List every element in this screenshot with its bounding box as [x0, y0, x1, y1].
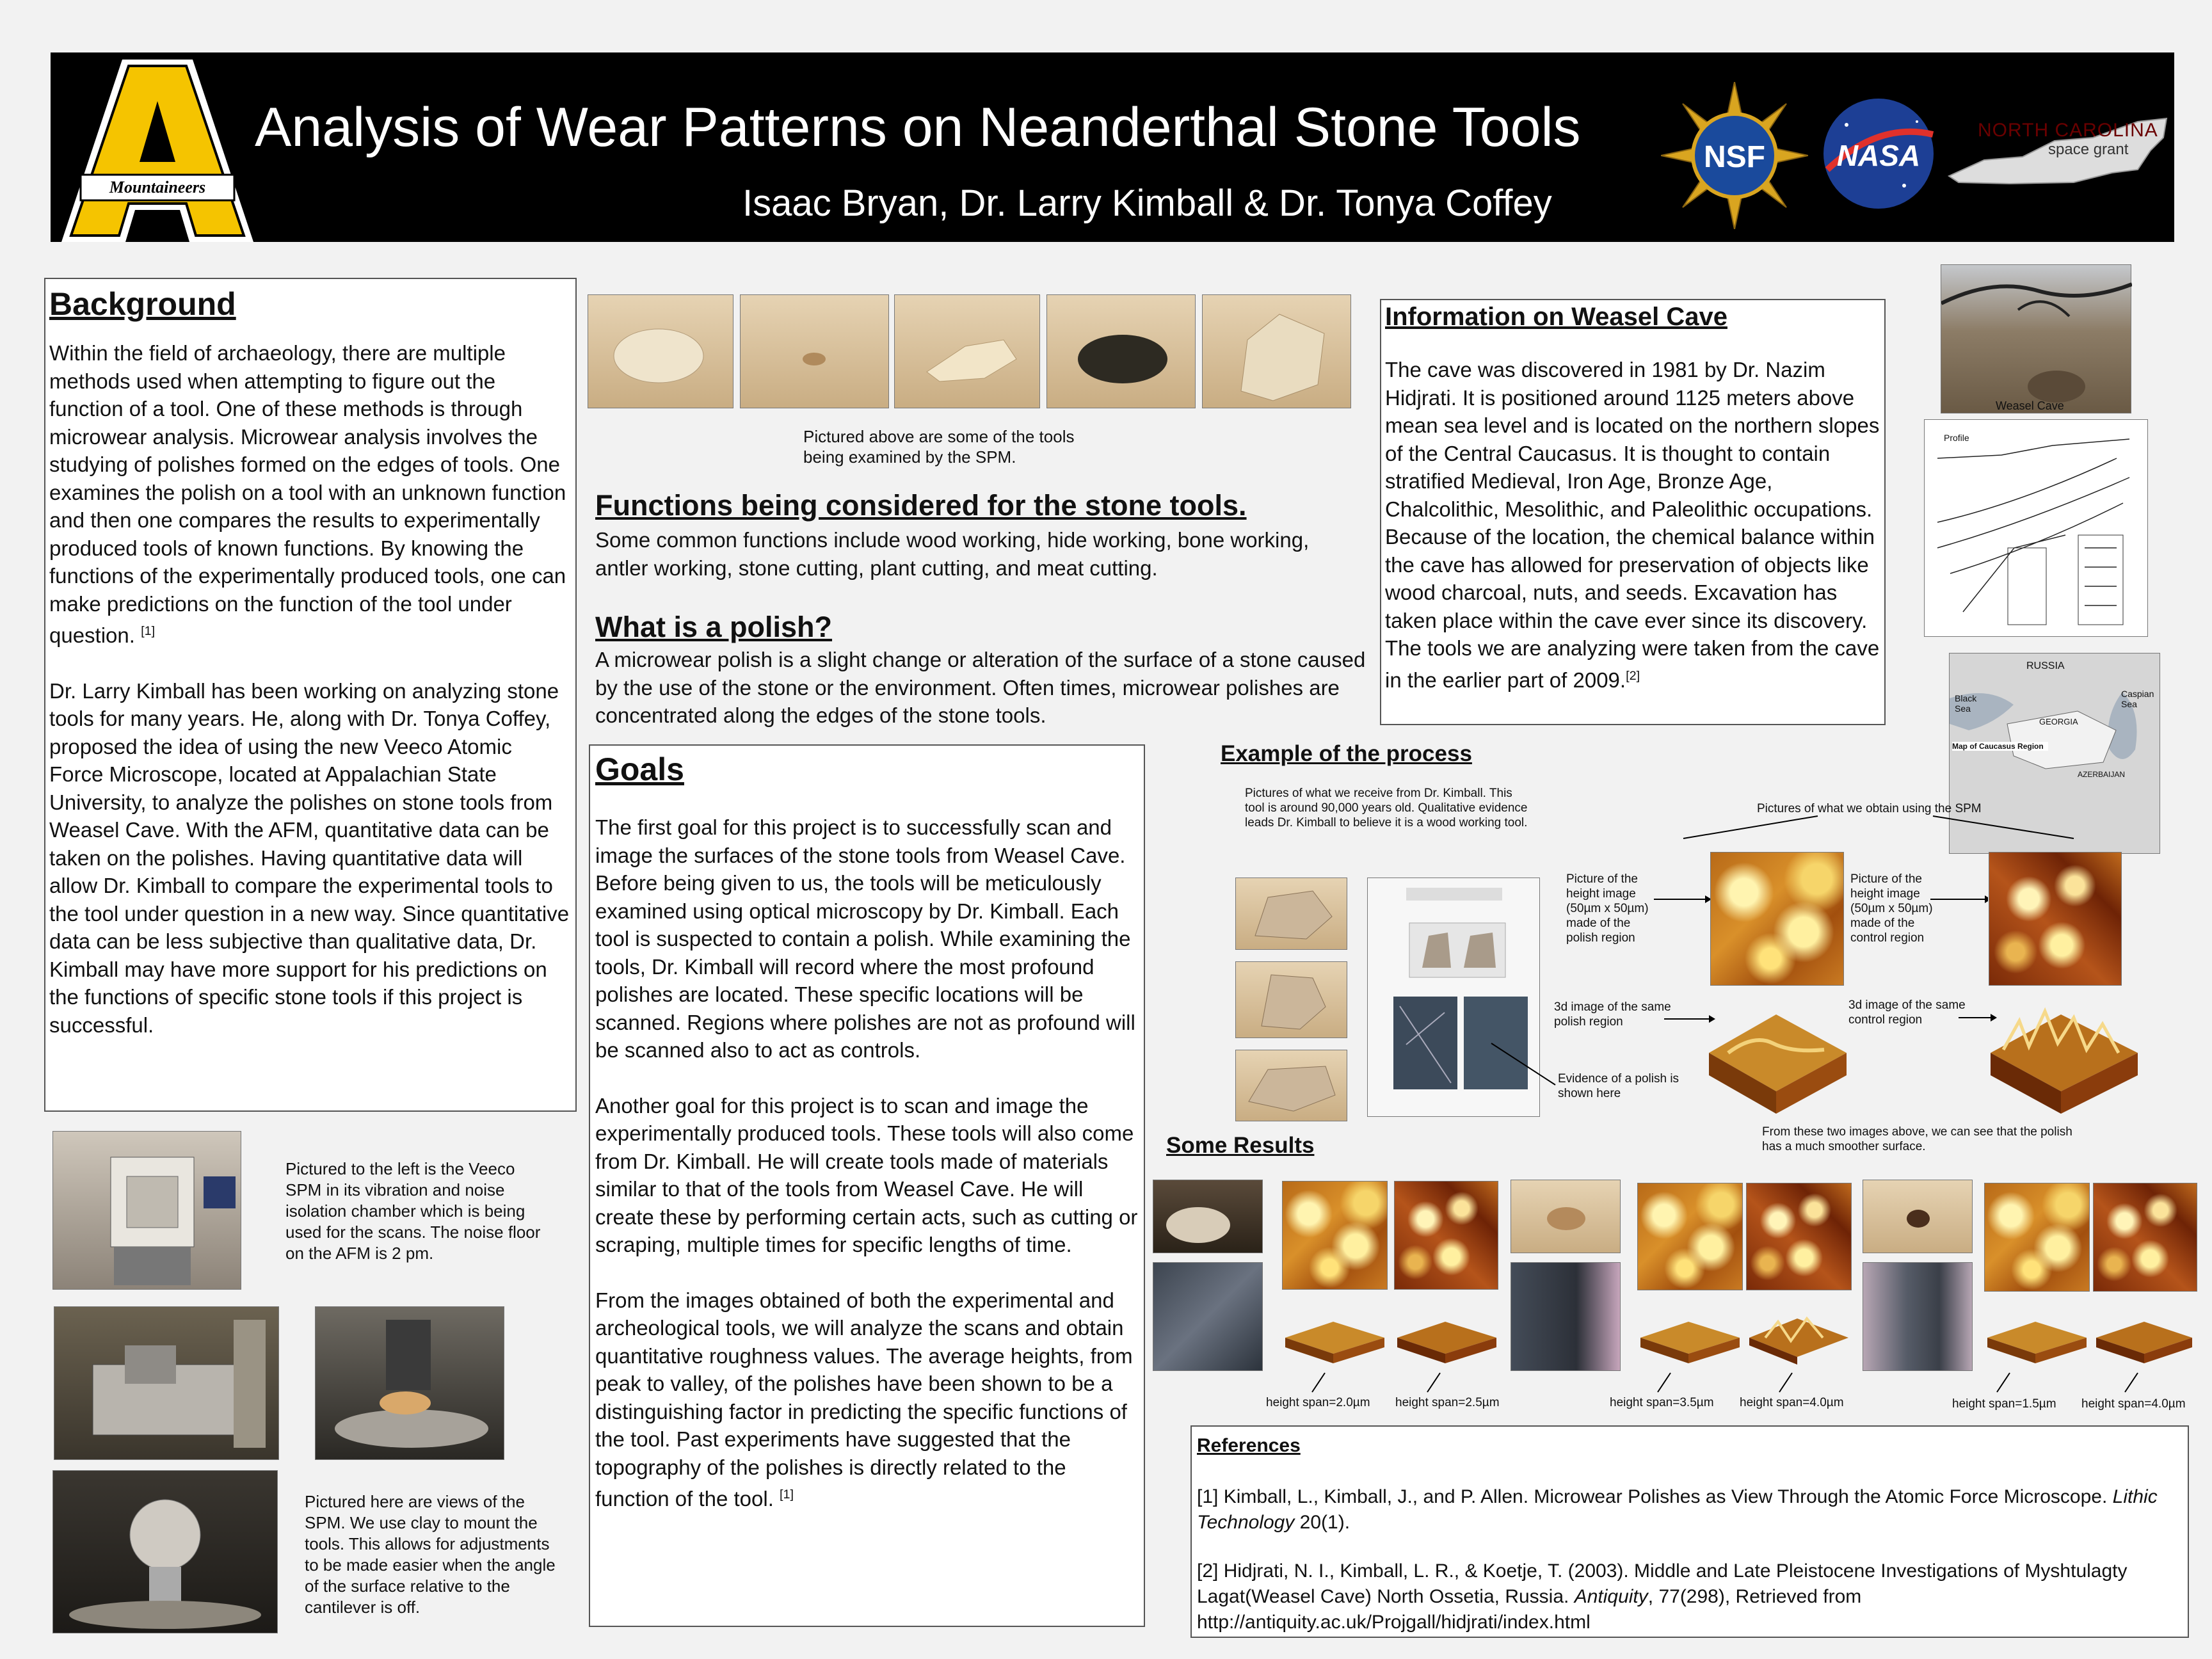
process-heading: Example of the process	[1221, 741, 1472, 766]
process-tool-photo-2	[1235, 961, 1347, 1038]
result1-height-b	[1394, 1181, 1498, 1290]
nc-logo-line1: NORTH CAROLINA	[1978, 120, 2158, 141]
control-3d-image	[1984, 989, 2141, 1123]
tool-photo-4	[1046, 294, 1196, 408]
functions-text: Some common functions include wood working, hide working, bone working, antler working, stone cutting, plant cutting, and meat cutting.	[595, 528, 1310, 580]
result2-3d-a	[1637, 1306, 1743, 1370]
result3-3d-a	[1984, 1306, 2090, 1370]
result3-height-a	[1984, 1183, 2090, 1292]
veeco-spm-photo	[52, 1131, 241, 1290]
tools-caption: Pictured above are some of the tools being examined by the SPM.	[803, 427, 1075, 467]
goals-heading: Goals	[595, 751, 684, 787]
result1-span-a: height span=2.0µm	[1266, 1396, 1370, 1409]
weasel-ref: [2]	[1626, 668, 1640, 683]
result2-tool-photo	[1511, 1180, 1621, 1253]
nsf-logo	[1661, 82, 1808, 229]
process-control-height-caption: Picture of the height image (50µm x 50µm) made of the control region	[1850, 872, 1933, 945]
result2-3d-b	[1746, 1306, 1852, 1370]
background-heading: Background	[49, 286, 236, 322]
process-conclusion: From these two images above, we can see that the polish has a much smoother surface.	[1762, 1125, 2072, 1153]
result1-micrograph	[1153, 1262, 1263, 1371]
reference-1	[1197, 1484, 2183, 1535]
poster-title: Analysis of Wear Patterns on Neanderthal Stone Tools	[255, 97, 1581, 158]
nasa-logo-text: NASA	[1836, 139, 1921, 172]
background-section	[44, 278, 577, 1112]
mountaineers-logo	[61, 56, 253, 245]
process-receive-caption: Pictures of what we receive from Dr. Kimball. This tool is around 90,000 years old. Qualitative evidence leads Dr. Kimball to believe it is a wood working tool.	[1245, 787, 1528, 830]
result2-height-b	[1746, 1183, 1852, 1290]
weasel-heading: Information on Weasel Cave	[1385, 303, 1727, 331]
cave-profile-diagram	[1924, 419, 2148, 637]
result2-span-a: height span=3.5µm	[1610, 1396, 1714, 1409]
functions-heading: Functions being considered for the stone tools.	[595, 489, 1247, 522]
polish-heading: What is a polish?	[595, 611, 833, 643]
spm-head-photo	[52, 1470, 278, 1633]
references-section	[1190, 1425, 2189, 1638]
weasel-text-body: The cave was discovered in 1981 by Dr. Nazim Hidjrati. It is positioned around 1125 meters above mean sea level and is located on the northern slopes of the Central Caucasus. It is thought to contain stratified Medieval, Iron Age, Bronze Age, Chalcolithic, Mesolithic, and Paleolithic occupations. Because of the location, the chemical balance within the cave has allowed for preservation of objects like wood charcoal, nuts, and seeds. Excavation has taken place within the cave ever since its discovery. The tools we are analyzing were taken from the cave in the earlier part of 2009.	[1385, 358, 1880, 692]
reference-1-volume: 20(1).	[1294, 1512, 1350, 1533]
goals-para1: The first goal for this project is to successfully scan and image the surfaces of the stone tools from Weasel Cave. Before being given to us, the tools will be meticulously examined using optical microscopy by Dr. Kimball. Each tool is suspected to contain a polish. While examining the tools, Dr. Kimball will record where the most profound polishes are located. These specific locations will be scanned. Regions where polishes are not as profound will be scanned also to act as controls.	[595, 815, 1135, 1062]
reference-2	[1197, 1559, 2183, 1635]
result2-arrows	[1639, 1370, 1818, 1395]
reference-2-journal: Antiquity	[1574, 1586, 1648, 1607]
result1-span-b: height span=2.5µm	[1395, 1396, 1500, 1409]
spm-closeup-photo	[315, 1306, 504, 1460]
result3-tool-photo	[1863, 1180, 1973, 1253]
process-tool-photo-3	[1235, 1050, 1347, 1121]
tool-photo-3	[894, 294, 1040, 408]
process-evidence-caption: Evidence of a polish is shown here	[1558, 1072, 1679, 1100]
poster-authors: Isaac Bryan, Dr. Larry Kimball & Dr. Tonya Coffey	[742, 182, 1552, 224]
background-para2: Dr. Larry Kimball has been working on analyzing stone tools for many years. He, along with Dr. Tonya Coffey, proposed the idea of using the new Veeco Atomic Force Microscope, located at Appalachian State University, to analyze the polishes on stone tools from Weasel Cave. With the AFM, quantitative data can be taken on the polishes. Having quantitative data will allow Dr. Kimball to compare the experimental tools to the tool under question in a new way. Since quantitative data can be less subjective than qualitative data, Dr. Kimball may have more support for his predictions on the functions of specific stone tools if this project is successful.	[49, 678, 570, 1037]
polish-3d-image	[1703, 989, 1850, 1123]
background-para1-text: Within the field of archaeology, there are multiple methods used when attempting to figure out the function of a tool. One of these methods is through microwear analysis. Microwear analysis involves the studying of polishes formed on the edges of tools. One examines the polish on a tool with an unknown function and then one compares the results to experimentally produced tools of known functions. By knowing the functions of the experimentally produced tools, one can make predictions on the function of the tool under question.	[49, 341, 566, 647]
map-label-black-sea: Black Sea	[1955, 693, 1977, 714]
result2-span-b: height span=4.0µm	[1740, 1396, 1844, 1409]
process-control-3d-caption: 3d image of the same control region	[1848, 998, 1966, 1027]
result3-span-b: height span=4.0µm	[2081, 1397, 2186, 1411]
result3-span-a: height span=1.5µm	[1952, 1397, 2056, 1411]
map-label-caspian-sea: Caspian Sea	[2121, 689, 2154, 709]
weasel-cave-photo	[1941, 264, 2131, 413]
spm-views-caption: Pictured here are views of the SPM. We use clay to mount the tools. This allows for adjustments to be made easier when the angle of the surface relative to the cantilever is off.	[305, 1492, 556, 1617]
goals-para2: Another goal for this project is to scan and image the experimentally produced tools. These tools will also come from Dr. Kimball. He will create tools made of materials similar to that of the tools from Weasel Cave. He will create these by performing certain acts, such as cutting or scraping, multiple times for specific lengths of time.	[595, 1093, 1138, 1256]
result1-height-a	[1282, 1181, 1388, 1290]
result1-tool-photo	[1153, 1180, 1263, 1253]
nc-space-grant-logo	[1946, 112, 2170, 186]
result1-3d-b	[1394, 1306, 1500, 1370]
nc-logo-line2: space grant	[2048, 141, 2129, 158]
evidence-arrow	[1485, 1040, 1562, 1091]
weasel-cave-photo-label: Weasel Cave	[1996, 399, 2064, 412]
map-label-georgia: GEORGIA	[2039, 717, 2078, 726]
goals-ref1: [1]	[780, 1487, 794, 1502]
map-label-russia: RUSSIA	[2026, 661, 2065, 671]
goals-para3-text: From the images obtained of both the experimental and archeological tools, we will analyze the scans and obtain quantitative roughness values. The average heights, from peak to valley, of the polishes have been shown to be a distinguishing factor in predicting the specific functions of the tool. Past experiments have suggested that the topography of the polishes is directly related to the function of the tool.	[595, 1288, 1133, 1511]
spm-chamber-photo	[54, 1306, 279, 1460]
tool-photo-2	[740, 294, 889, 408]
result1-arrows	[1293, 1370, 1472, 1395]
result3-arrows	[1978, 1370, 2170, 1395]
map-title: Map of Caucasus Region	[1952, 742, 2048, 751]
result2-micrograph	[1511, 1262, 1621, 1371]
profile-label: Profile	[1944, 433, 1969, 443]
process-polish-3d-caption: 3d image of the same polish region	[1554, 1000, 1671, 1029]
results-heading: Some Results	[1166, 1133, 1315, 1158]
polish-text: A microwear polish is a slight change or alteration of the surface of a stone caused by the use of the stone or the environment. Often times, microwear polishes are concentrated along the edges of the stone tools.	[595, 648, 1366, 727]
result2-height-a	[1637, 1183, 1743, 1290]
process-polish-height-caption: Picture of the height image (50µm x 50µm) made of the polish region	[1566, 872, 1649, 945]
result3-micrograph	[1863, 1262, 1973, 1371]
control-height-image	[1989, 852, 2122, 986]
process-tool-photo-1	[1235, 878, 1347, 950]
weasel-text	[1385, 356, 1880, 694]
tool-photo-1	[588, 294, 733, 408]
process-obtain-caption: Pictures of what we obtain using the SPM	[1757, 802, 1982, 815]
control-height-arrow	[1930, 893, 1988, 906]
background-ref1: [1]	[141, 624, 156, 638]
result3-3d-b	[2093, 1306, 2195, 1370]
nasa-logo	[1821, 96, 1936, 211]
map-label-azerbaijan: AZERBAIJAN	[2078, 770, 2126, 779]
reference-2-url: , 77(298), Retrieved from http://antiquity.ac.uk/Projgall/hidjrati/index.html	[1197, 1586, 1862, 1633]
polish-height-image	[1710, 852, 1844, 986]
references-heading: References	[1197, 1435, 1301, 1456]
logo-text: Mountaineers	[109, 178, 206, 196]
veeco-caption: Pictured to the left is the Veeco SPM in its vibration and noise isolation chamber which is being used for the scans. The noise floor on the AFM is 2 pm.	[285, 1159, 541, 1263]
process-arrows-top	[1664, 813, 2151, 858]
reference-1-text: [1] Kimball, L., Kimball, J., and P. Allen. Microwear Polishes as View Through the Atomic Force Microscope.	[1197, 1486, 2108, 1507]
background-para1	[49, 339, 572, 650]
result1-3d-a	[1282, 1306, 1388, 1370]
nsf-logo-text: NSF	[1704, 140, 1765, 174]
reference-2-text: [2] Hidjrati, N. I., Kimball, L. R., & Koetje, T. (2003). Middle and Late Pleistocene Investigations of Myshtulagty Lagat(Weasel Cave) North Ossetia, Russia.	[1197, 1560, 2128, 1607]
reference-1-journal: Lithic Technology	[1197, 1486, 2158, 1533]
goals-section	[589, 744, 1145, 1627]
result3-height-b	[2093, 1183, 2197, 1292]
tool-photo-5	[1202, 294, 1351, 408]
goals-para3	[595, 1286, 1140, 1513]
weasel-cave-section	[1380, 299, 1886, 725]
polish-height-arrow	[1654, 893, 1711, 906]
